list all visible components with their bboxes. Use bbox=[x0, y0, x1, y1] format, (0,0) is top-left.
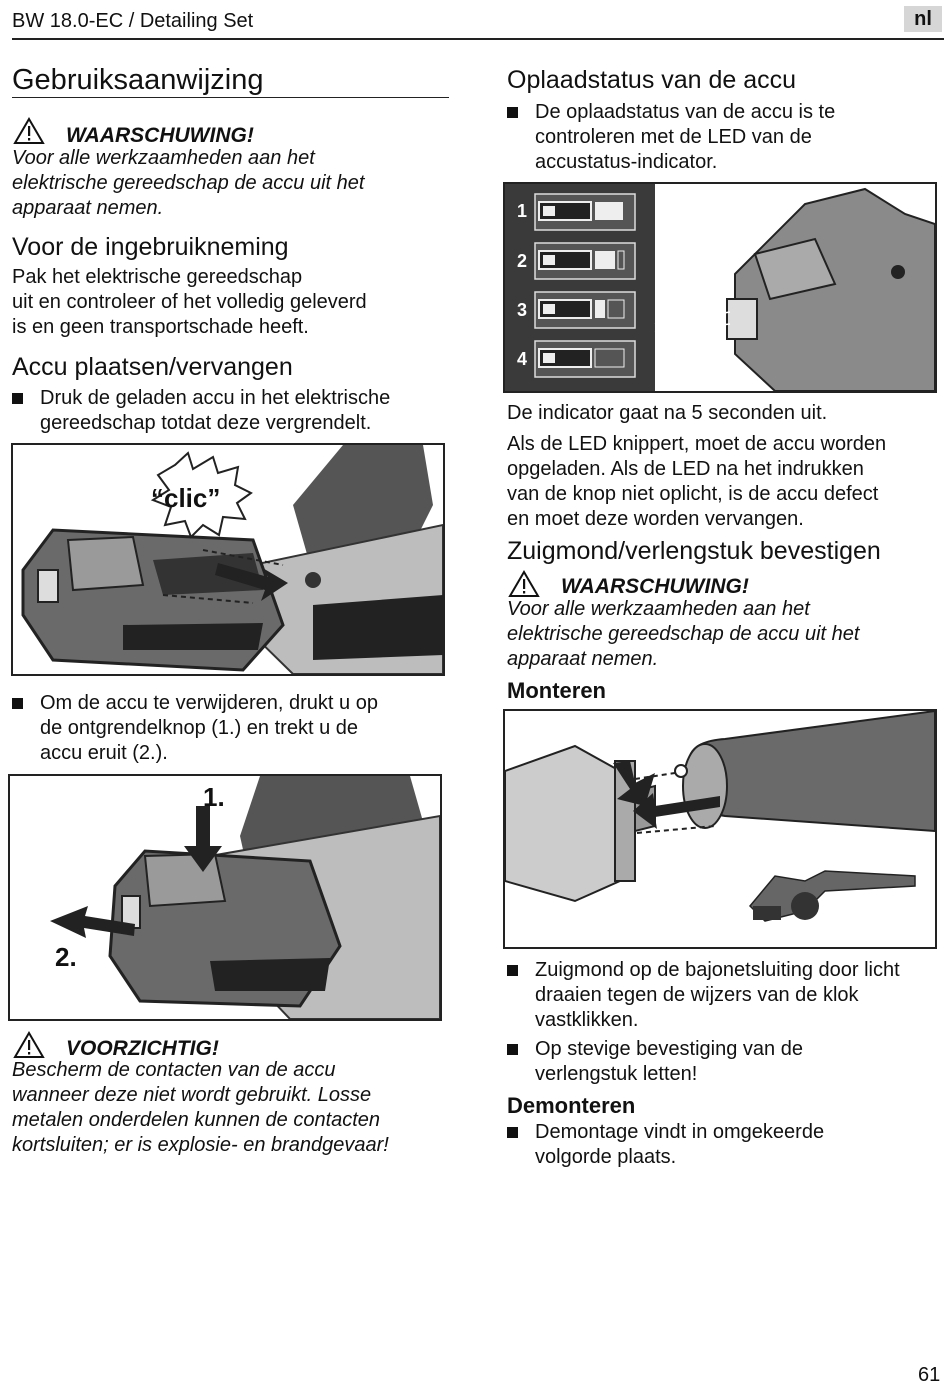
dismount-bullet: Demontage vindt in omgekeerde volgorde plaats. bbox=[507, 1120, 947, 1170]
warning-text: Voor alle werkzaamheden aan het elektrische gereedschap de accu uit het apparaat nemen. bbox=[12, 147, 365, 219]
header-divider bbox=[12, 38, 944, 40]
battery-heading: Accu plaatsen/vervangen bbox=[12, 353, 293, 381]
mount-bullet-1: Zuigmond op de bajonetsluiting door licht draaien tegen de wijzers van de klok vastklikken. bbox=[507, 958, 947, 1033]
charge-level-4 bbox=[517, 341, 635, 377]
charge-bullet: De oplaadstatus van de accu is te controleren met de LED van de accustatus-indicator. bbox=[507, 100, 937, 175]
nozzle-heading: Zuigmond/verlengstuk bevestigen bbox=[507, 537, 881, 565]
main-heading: Gebruiksaanwijzing bbox=[12, 64, 264, 96]
clic-label: “clic” bbox=[151, 483, 221, 513]
mount-heading: Monteren bbox=[507, 678, 606, 703]
bullet-square-icon bbox=[507, 107, 518, 118]
step-1-label: 1. bbox=[203, 782, 225, 812]
caution-text: Bescherm de contacten van de accu wanneer deze niet wordt gebruikt. Losse metalen onderdelen kunnen de contacten kortsluiten; er is explosie- en brandgevaar! bbox=[12, 1059, 389, 1156]
charge-heading: Oplaadstatus van de accu bbox=[507, 66, 797, 94]
caution-title: VOORZICHTIG! bbox=[66, 1037, 219, 1060]
level-4-label: 4 bbox=[517, 349, 528, 369]
led-blink-text: Als de LED knippert, moet de accu worden opgeladen. Als de LED na het indrukken van de knop niet oplicht, is de accu defect en moet deze worden vervangen. bbox=[507, 433, 887, 530]
nozzle-warning-text: Voor alle werkzaamheden aan het elektrische gereedschap de accu uit het apparaat nemen. bbox=[507, 598, 860, 670]
charge-level-3 bbox=[517, 292, 635, 328]
bullet-square-icon bbox=[12, 393, 23, 404]
level-3-label: 3 bbox=[517, 300, 528, 320]
step-2-label: 2. bbox=[55, 942, 77, 972]
before-use-text: Pak het elektrische gereedschap uit en controleer of het volledig geleverd is en geen transportschade heeft. bbox=[12, 266, 367, 338]
charge-indicator-figure bbox=[503, 182, 937, 393]
charge-level-1 bbox=[517, 194, 635, 230]
mount-bullet-2: Op stevige bevestiging van de verlengstuk letten! bbox=[507, 1037, 947, 1087]
battery-remove-bullet: Om de accu te verwijderen, drukt u op de ontgrendelknop (1.) en trekt u de accu eruit (2.). bbox=[12, 691, 452, 766]
page-number: 61 bbox=[918, 1364, 941, 1386]
battery-insert-bullet: Druk de geladen accu in het elektrische gereedschap totdat deze vergrendelt. bbox=[12, 386, 452, 436]
main-heading-rule bbox=[12, 97, 449, 98]
battery-remove-figure bbox=[8, 774, 442, 1021]
level-2-label: 2 bbox=[517, 251, 528, 271]
bullet-square-icon bbox=[507, 965, 518, 976]
nozzle-mount-figure bbox=[503, 709, 937, 949]
nozzle-warning-title: WAARSCHUWING! bbox=[561, 575, 749, 598]
blower-thumbnail bbox=[750, 871, 915, 921]
warning-icon bbox=[13, 117, 45, 145]
document-header-title: BW 18.0-EC / Detailing Set bbox=[12, 10, 254, 32]
indicator-off-text: De indicator gaat na 5 seconden uit. bbox=[507, 402, 828, 424]
before-use-heading: Voor de ingebruikneming bbox=[12, 233, 289, 261]
bullet-square-icon bbox=[507, 1044, 518, 1055]
bullet-square-icon bbox=[507, 1127, 518, 1138]
dismount-heading: Demonteren bbox=[507, 1093, 636, 1118]
level-1-label: 1 bbox=[517, 201, 528, 221]
bullet-square-icon bbox=[12, 698, 23, 709]
language-badge: nl bbox=[904, 6, 942, 32]
caution-icon bbox=[13, 1031, 45, 1059]
warning-icon bbox=[508, 570, 540, 598]
charge-level-2 bbox=[517, 243, 635, 279]
warning-title: WAARSCHUWING! bbox=[66, 124, 254, 147]
battery-insert-figure bbox=[11, 443, 445, 676]
